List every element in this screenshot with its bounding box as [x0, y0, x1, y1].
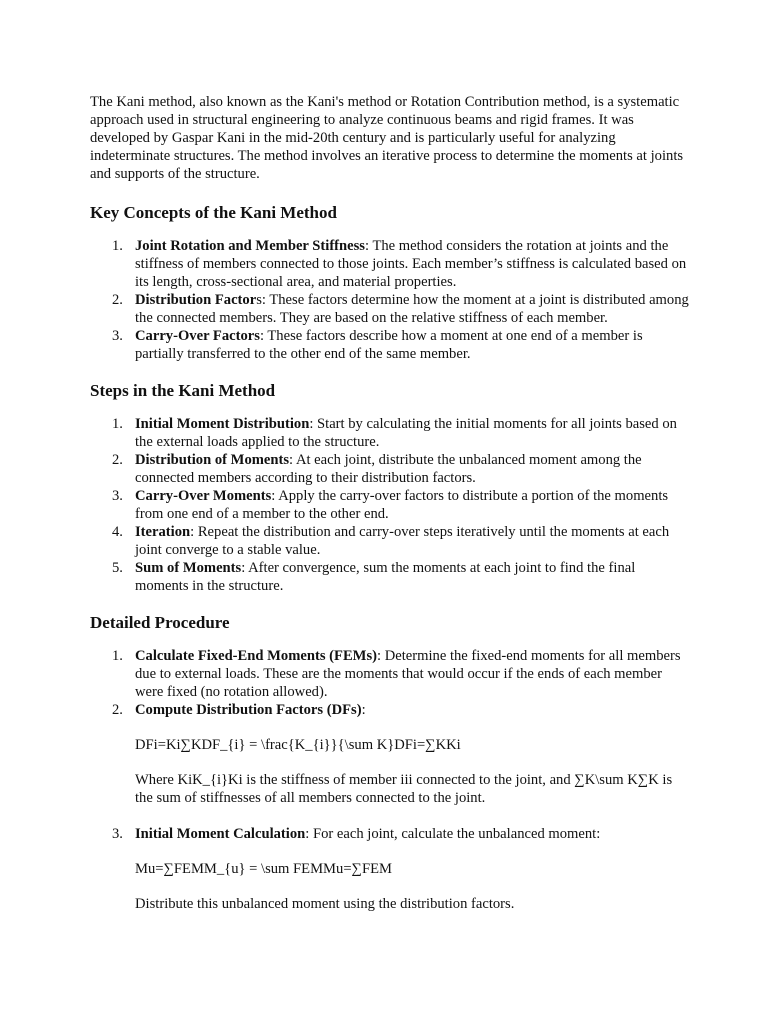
steps-heading: Steps in the Kani Method: [90, 381, 276, 400]
list-item: [90, 415, 690, 451]
list-item: [90, 291, 690, 327]
list-item: [90, 647, 690, 701]
item-term: Carry-Over Factors: [135, 328, 260, 344]
item-text: : Start by calculating the initial moments for all joints based on the external loads applied to the structure.: [135, 416, 677, 450]
mu-formula: Mu=∑FEMM_{u} = \sum FEMMu=∑FEM: [135, 861, 392, 877]
item-term: Sum of Moments: [135, 560, 242, 576]
item-term: Distribution Factor: [135, 292, 257, 308]
item-number: 1.: [112, 416, 123, 432]
item-text: : Apply the carry-over factors to distribute a portion of the moments from one end of a member to the other end.: [135, 488, 669, 522]
key-concepts-list: [90, 237, 690, 363]
item-text: : For each joint, calculate the unbalanced moment:: [305, 826, 601, 842]
item-term: Calculate Fixed-End Moments (FEMs): [135, 648, 377, 664]
steps-list: [90, 415, 690, 595]
item-term: Initial Moment Calculation: [135, 826, 306, 842]
key-concepts-heading: Key Concepts of the Kani Method: [90, 203, 337, 222]
item-text: : After convergence, sum the moments at each joint to find the final moments in the structure.: [135, 560, 636, 594]
item-number: 5.: [112, 560, 123, 576]
item-term: Initial Moment Distribution: [135, 416, 310, 432]
mu-note: Distribute this unbalanced moment using the distribution factors.: [135, 896, 515, 912]
item-number: 2.: [112, 702, 123, 718]
intro-paragraph: The Kani method, also known as the Kani's method or Rotation Contribution method, is a systematic approach used in structural engineering to analyze continuous beams and rigid frames. It was developed by Gaspar Kani in the mid-20th century and is particularly useful for analyzing indeterminate structures. The method involves an iterative process to determine the moments at joints and supports of the structure.: [90, 94, 684, 182]
list-item: [90, 559, 690, 595]
list-item: [90, 327, 690, 363]
list-item: [90, 237, 690, 291]
detailed-procedure-list: [90, 647, 690, 913]
item-number: 2.: [112, 292, 123, 308]
item-number: 2.: [112, 452, 123, 468]
item-term: Carry-Over Moments: [135, 488, 272, 504]
item-term: Iteration: [135, 524, 191, 540]
list-item: [90, 487, 690, 523]
document-page: [90, 93, 690, 913]
list-item: [90, 825, 690, 913]
item-term: Compute Distribution Factors (DFs): [135, 702, 362, 718]
item-term: Distribution of Moments: [135, 452, 290, 468]
df-note: Where KiK_{i}Ki is the stiffness of member iii connected to the joint, and ∑K\sum K∑K is the sum of stiffnesses of all members connected to the joint.: [135, 772, 673, 806]
list-item: [90, 701, 690, 807]
list-item: [90, 451, 690, 487]
item-term: Joint Rotation and Member Stiffness: [135, 238, 365, 254]
detailed-procedure-heading: Detailed Procedure: [90, 613, 230, 632]
item-number: 3.: [112, 488, 123, 504]
item-number: 1.: [112, 238, 123, 254]
item-number: 3.: [112, 826, 123, 842]
list-item: [90, 523, 690, 559]
item-text: : Determine the fixed-end moments for all members due to external loads. These are the moments that would occur if the ends of each member were fixed (no rotation allowed).: [135, 648, 681, 700]
item-text: :: [361, 702, 366, 718]
df-formula: DFi=Ki∑KDF_{i} = \frac{K_{i}}{\sum K}DFi=∑KKi: [135, 737, 461, 753]
item-text: : Repeat the distribution and carry-over steps iteratively until the moments at each joint converge to a stable value.: [135, 524, 670, 558]
item-text: s: These factors determine how the moment at a joint is distributed among the connected members. They are based on the relative stiffness of each member.: [135, 292, 689, 326]
item-text: : The method considers the rotation at joints and the stiffness of members connected to those joints. Each member’s stiffness is calculated based on its length, cross-sectional area, and material properties.: [135, 238, 687, 290]
item-number: 3.: [112, 328, 123, 344]
item-number: 4.: [112, 524, 123, 540]
item-text: : At each joint, distribute the unbalanced moment among the connected members according to their distribution factors.: [135, 452, 642, 486]
item-text: : These factors describe how a moment at one end of a member is partially transferred to the other end of the same member.: [135, 328, 643, 362]
item-number: 1.: [112, 648, 123, 664]
